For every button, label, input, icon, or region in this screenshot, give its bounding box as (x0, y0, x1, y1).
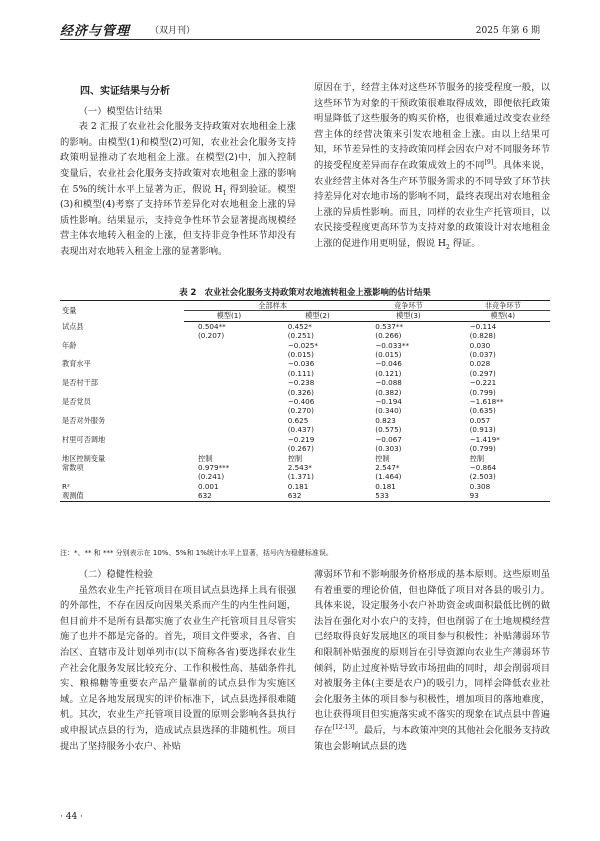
table-cell: (0.382) (375, 387, 402, 397)
page-number: · 44 · (60, 812, 83, 822)
table-cell (184, 378, 274, 387)
table-cell: (0.635) (469, 406, 496, 416)
paragraph: 原因在于，经营主体对这些环节服务的接受程度一般，以这些环节为对象的干预政策很难取得成效，即便依托政策明显降低了这些服务的购买价格，也很难通过改变农业经营主体的经营决策来引发农地租金上涨。由以上结果可知，环节差异性的支持政策同样会因农户对不同服务环节的接受程度差异而存在政策成效上的不同[9]。具体来说，农业经营主体对各生产环节服务需求的不同导致了环节扶持差异化对农地市场的影响不同，最终表现出对农地租金上涨的异质性影响。而且，同样的农业生产托管项目，以农民接受程度更高环节为支持对象的政策设计对农地租金上涨的促进作用更明显，假说 $H_2$ 得证。 (314, 82, 550, 251)
table-cell (184, 341, 274, 350)
header-rule (60, 39, 540, 40)
table-row (60, 435, 550, 444)
table-note: 注：*、** 和 *** 分别表示在 10%、5%和 1%统计水平上显著，括号内为稳健标准误。 (60, 549, 333, 557)
table-cell: 0.625 (287, 415, 309, 425)
table-row (60, 378, 550, 387)
table-cell: −0.036 (287, 359, 315, 369)
table-row (60, 406, 550, 415)
table-cell: (0.799) (469, 444, 496, 454)
table-cell (184, 397, 274, 406)
table-cell: −0.088 (375, 378, 402, 388)
table-cell: 2.543* (287, 462, 312, 472)
section-title: 四、实证结果与分析 (80, 86, 170, 97)
table-cell: 2.547* (375, 462, 400, 472)
table-row (60, 416, 550, 425)
variable-name (60, 425, 184, 434)
table-cell: (0.270) (287, 406, 314, 416)
left-column-top (60, 84, 296, 260)
table-cell: (2.503) (469, 472, 496, 482)
variable-name: 是否村干部 (62, 378, 98, 388)
table-cell: (0.913) (469, 425, 496, 435)
journal-name: 经济与管理 (60, 24, 131, 39)
table-cell (184, 425, 274, 434)
table-cell: 93 (456, 491, 550, 501)
right-column-bottom (314, 567, 550, 754)
table-cell: −0.033** (375, 340, 410, 350)
table-cell: 632 (274, 491, 362, 501)
table-cell: (0.575) (375, 425, 402, 435)
table-cell: (0.037) (469, 350, 496, 360)
variable-name: 年龄 (62, 340, 77, 350)
right-column-top (314, 80, 550, 252)
table-cell: (0.207) (198, 331, 225, 341)
table-cell: 0.452* (287, 321, 312, 331)
table-cell: −0.238 (287, 378, 315, 388)
paragraph: 薄弱环节和不影响服务价格形成的基本原则。这些原则虽有着重要的理论价值，但也降低了项目对各县的吸引力。具体来说，设定服务小农户补助资金或面积最低比例的做法旨在强化对小农户的支持，但也削弱了在土地规模经营已经取得良好发展地区的项目参与积极性；补贴薄弱环节和限制补贴强度的原则旨在引导资源向农业生产薄弱环节倾斜，防止过度补贴导致市场扭曲的同时，却会削弱项目对被服务主体(主要是农户)的吸引力，同样会降低农业社会化服务主体的项目参与积极性，增加项目的落地难度，也让获得项目但实施落实或不落实的现象在试点县中普遍存在[12-13]。最后，与本政策冲突的其他社会化服务支持政策也会影响试点县的选 (314, 569, 550, 752)
subsection-robustness: （二）稳健性检验 (78, 569, 153, 580)
variable-name (60, 388, 184, 397)
table-cell: −0.219 (287, 434, 315, 444)
table-cell: 0.181 (375, 481, 396, 491)
model-header: 模型(2) (274, 311, 362, 321)
table-cell: 0.537** (375, 321, 404, 331)
group-header-competitive: 竞争环节 (361, 301, 455, 311)
table-cell: (0.267) (287, 444, 314, 454)
variable-name: 教育水平 (62, 359, 91, 369)
table-cell: (0.015) (375, 350, 402, 360)
table-cell (184, 350, 274, 359)
table-cell (184, 359, 274, 368)
variable-name: R² (62, 481, 70, 491)
table-row (60, 359, 550, 368)
variable-name: 试点县 (62, 321, 84, 331)
table-cell (184, 388, 274, 397)
table-cell: 控制 (469, 453, 485, 463)
table-row (60, 444, 550, 453)
table-cell: 0.028 (469, 359, 491, 369)
table-cell: −1.419* (469, 434, 500, 444)
table-cell: −0.025* (287, 340, 318, 350)
table-cell: (0.111) (287, 368, 314, 378)
running-header (60, 18, 540, 40)
table-cell: 533 (361, 491, 455, 501)
table-cell (184, 416, 274, 425)
table-cell: −0.067 (375, 434, 402, 444)
table-cell: (1.464) (375, 472, 402, 482)
table-cell: (0.015) (287, 350, 314, 360)
table-row (60, 463, 550, 472)
table-cell: (0.326) (287, 387, 314, 397)
table-cell: −0.864 (469, 462, 497, 472)
table-cell (184, 406, 274, 415)
table-cell: (1.371) (287, 472, 314, 482)
variable-name (60, 331, 184, 340)
variable-name: 常数项 (62, 462, 84, 472)
table-cell: −0.221 (469, 378, 497, 388)
table-cell: 0.030 (469, 340, 491, 350)
table-cell: (0.340) (375, 406, 402, 416)
table-row (60, 425, 550, 434)
group-header-noncompetitive: 非竞争环节 (456, 301, 550, 311)
table-row (60, 397, 550, 406)
model-header: 模型(4) (456, 311, 550, 321)
table-cell: (0.437) (287, 425, 314, 435)
table-cell (184, 444, 274, 453)
model-header: 模型(1) (184, 311, 274, 321)
variable-name (60, 472, 184, 481)
estimation-table (60, 300, 550, 502)
table-cell: (0.799) (469, 387, 496, 397)
variable-name: 地区控制变量 (62, 453, 106, 463)
table-row (60, 388, 550, 397)
table-row (60, 491, 550, 501)
table-cell: −1.618** (469, 397, 504, 407)
table-cell (184, 369, 274, 378)
paragraph: 表 2 汇报了农业社会化服务支持政策对农地租金上涨的影响。由模型(1)和模型(2)可知，农业社会化服务支持政策明显推动了农地租金上涨。在模型(2)中，加入控制变量后，农业社会化服务支持政策对农地租金上涨的影响在 5%的统计水平上显著为正，假说 $H_1$ 得到验证。模型(3)和模型(4)考察了支持环节差异化对农地租金上涨的异质性影响。结果显示，支持竞争性环节会显著提高规模经营主体农地转入租金的上涨，但支持非竞争性环节却没有表现出对农地转入租金上涨的显著影响。 (60, 121, 296, 257)
table-cell: −0.194 (375, 397, 402, 407)
table-cell: 控制 (287, 453, 303, 463)
model-header: 模型(3) (361, 311, 455, 321)
table-cell: −0.406 (287, 397, 315, 407)
table-cell (184, 435, 274, 444)
variable-name (60, 369, 184, 378)
table-cell: 632 (184, 491, 274, 501)
variable-name: 是否对外服务 (62, 415, 106, 425)
issue-label: 2025 年第 6 期 (475, 26, 540, 36)
table-cell: −0.114 (469, 321, 497, 331)
table-caption: 表 2 农业社会化服务支持政策对农地流转租金上涨影响的估计结果 (179, 287, 431, 297)
left-column-bottom (60, 567, 296, 754)
table-cell: 0.001 (198, 481, 219, 491)
table-row (60, 331, 550, 340)
variable-name (60, 406, 184, 415)
table-cell: 0.057 (469, 415, 491, 425)
table-row (60, 341, 550, 350)
variable-name (60, 444, 184, 453)
table-row (60, 482, 550, 491)
table-cell: 0.979*** (198, 462, 230, 472)
table-cell: (0.241) (198, 472, 225, 482)
variable-name: 观测值 (60, 491, 184, 501)
paragraph: 虽然农业生产托管项目在项目试点县选择上具有很强的外部性，不存在因反向因果关系而产生的内生性问题，但目前并不是所有县都实施了农业生产托管项目且尽管实施了也并不都是完备的。首先，项目文件要求，各省、自治区、直辖市及计划单列市(以下简称各省)要选择农业生产社会化服务发展比较充分、工作积极性高、基础条件扎实、粮棉糖等重要农产品产量靠前的试点县作为实施区域。立足各地发展现实的评价标准下，试点县选择很难随机。其次，农业生产托管项目设置的原则会影响各县执行或申报试点县的行为，造成试点县选择的非随机性。项目提出了坚持服务小农户、补贴 (60, 584, 296, 752)
table-cell: (0.297) (469, 368, 496, 378)
table-cell: (0.266) (375, 331, 402, 341)
journal-frequency: （双月刊） (150, 26, 196, 36)
table-cell: 0.181 (287, 481, 309, 491)
table-row (60, 350, 550, 359)
variable-name: 村里可否调地 (62, 434, 106, 444)
table-row (60, 369, 550, 378)
table-cell: 控制 (375, 453, 390, 463)
table-cell: 0.308 (469, 481, 491, 491)
subsection-model-estimation: （一）模型估计结果 (78, 105, 163, 117)
table-cell: 0.823 (375, 415, 396, 425)
table-cell: 控制 (198, 453, 213, 463)
table-row (60, 472, 550, 481)
table-cell: (0.251) (287, 331, 314, 341)
table-cell: 0.504** (198, 321, 226, 331)
table-row (60, 454, 550, 463)
table-cell: (0.303) (375, 444, 402, 454)
table-row (60, 321, 550, 331)
variable-name: 是否党员 (62, 397, 91, 407)
table-cell: −0.046 (375, 359, 402, 369)
table-cell: (0.828) (469, 331, 496, 341)
variable-name (60, 350, 184, 359)
table-cell: (0.121) (375, 368, 402, 378)
group-header-all: 全部样本 (184, 301, 361, 311)
var-header: 变量 (60, 301, 184, 322)
